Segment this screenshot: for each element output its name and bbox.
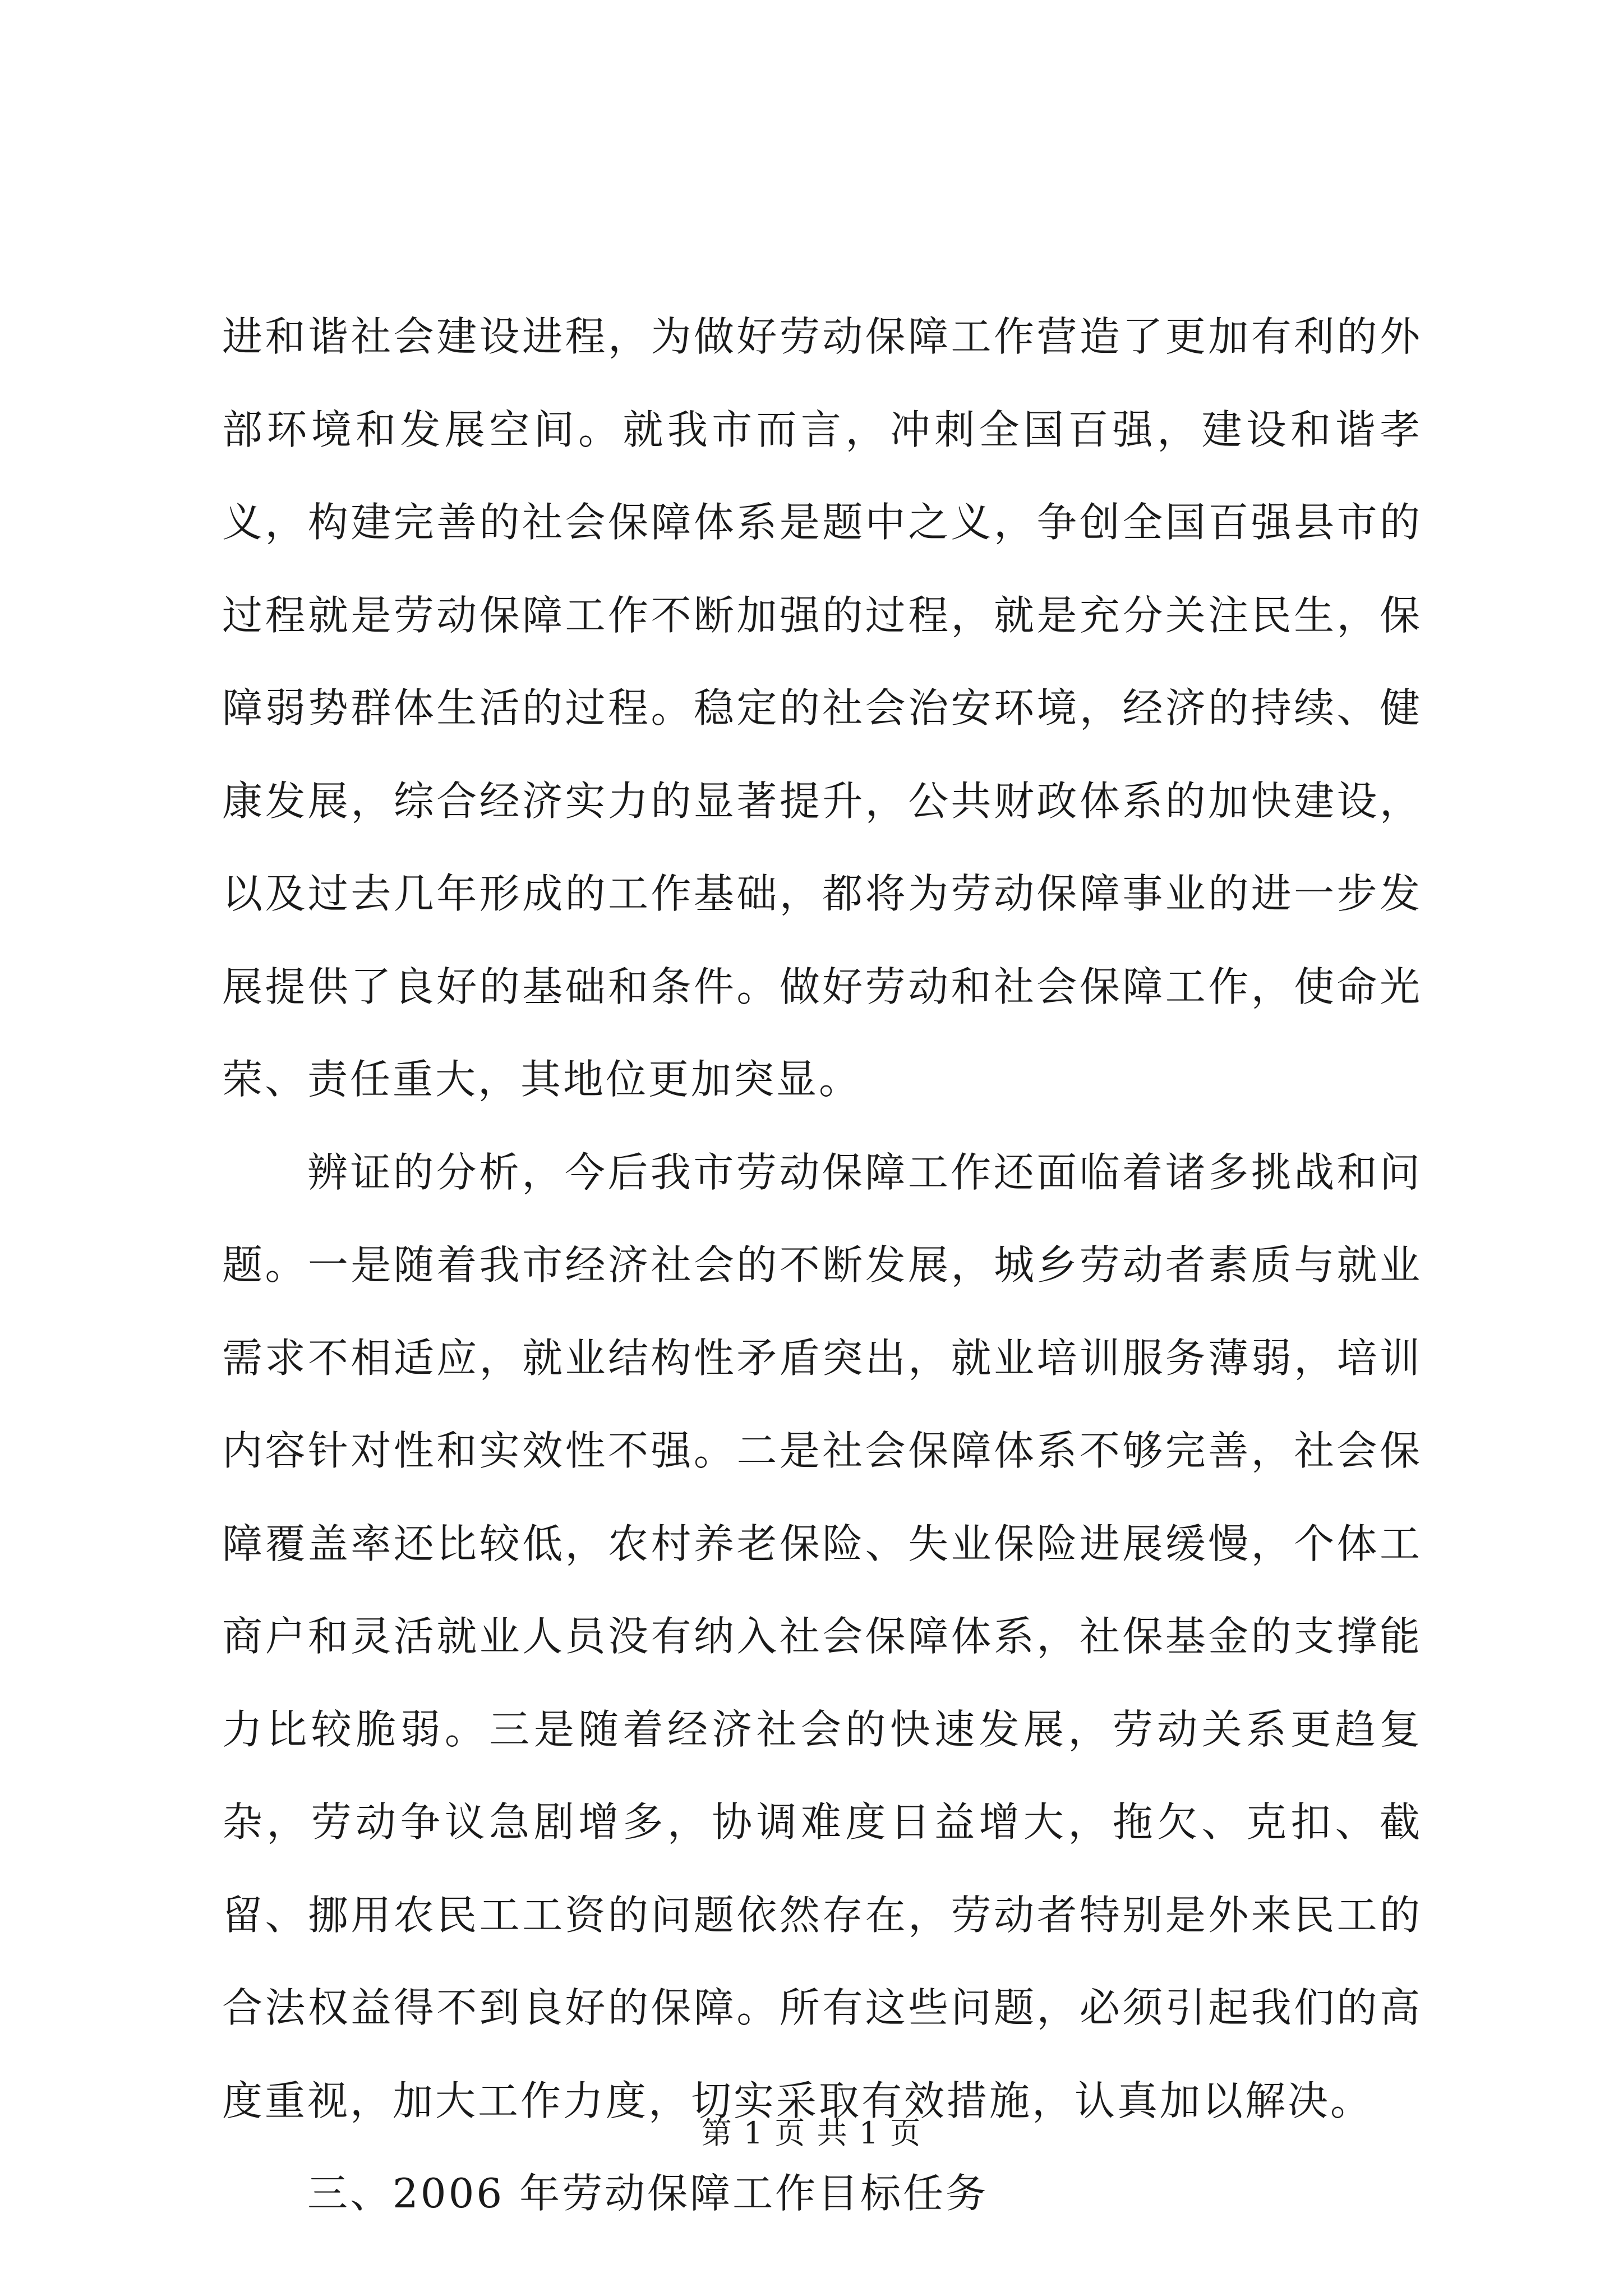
paragraph-continuation: 进和谐社会建设进程，为做好劳动保障工作营造了更加有利的外部环境和发展空间。就我市而言，冲刺全国百强，建设和谐孝义，构建完善的社会保障体系是题中之义，争创全国百强县市的过程就是劳动保障工作不断加强的过程，就是充分关注民生，保障弱势群体生活的过程。稳定的社会治安环境，经济的持续、健康发展，综合经济实力的显著提升，公共财政体系的加快建设，以及过去几年形成的工作基础，都将为劳动保障事业的进一步发展提供了良好的基础和条件。做好劳动和社会保障工作，使命光荣、责任重大，其地位更加突显。 [222, 313, 1422, 1103]
document-body [222, 291, 1422, 2240]
section-heading: 三、2006 年劳动保障工作目标任务 [307, 2170, 989, 2217]
paragraph-challenges: 辨证的分析，今后我市劳动保障工作还面临着诸多挑战和问题。一是随着我市经济社会的不断发展，城乡劳动者素质与就业需求不相适应，就业结构性矛盾突出，就业培训服务薄弱，培训内容针对性和实效性不强。二是社会保障体系不够完善，社会保障覆盖率还比较低，农村养老保险、失业保险进展缓慢，个体工商户和灵活就业人员没有纳入社会保障体系，社保基金的支撑能力比较脆弱。三是随着经济社会的快速发展，劳动关系更趋复杂，劳动争议急剧增多，协调难度日益增大，拖欠、克扣、截留、挪用农民工工资的问题依然存在，劳动者特别是外来民工的合法权益得不到良好的保障。所有这些问题，必须引起我们的高度重视，加大工作力度，切实采取有效措施，认真加以解决。 [222, 1148, 1422, 2124]
page-footer: 第 1 页 共 1 页 [701, 2115, 922, 2151]
